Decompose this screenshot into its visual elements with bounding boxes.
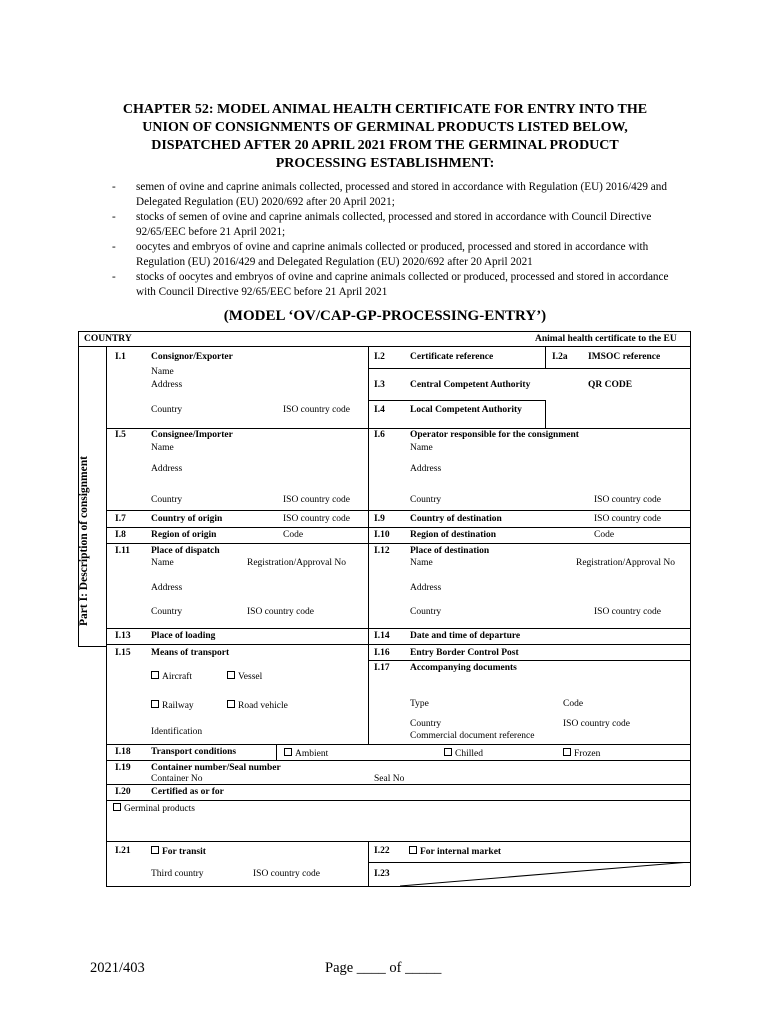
country-of-destination-label: Country of destination (410, 514, 502, 524)
address-label: Address (151, 380, 183, 390)
country-label: Country (410, 607, 442, 617)
regulation-reference: 2021/403 (90, 960, 145, 976)
field-number: I.11 (115, 546, 131, 556)
germinal-products-option[interactable]: Germinal products (113, 803, 195, 815)
strike-line (400, 862, 690, 886)
checkbox[interactable] (151, 671, 159, 679)
local-authority-label: Local Competent Authority (410, 405, 522, 415)
country-label: Country (151, 607, 183, 617)
central-authority-label: Central Competent Authority (410, 380, 531, 390)
chilled-option[interactable]: Chilled (444, 748, 483, 760)
field-number: I.9 (374, 514, 385, 524)
iso-label: ISO country code (283, 514, 351, 524)
field-number: I.15 (115, 648, 131, 658)
iso-label: ISO country code (253, 869, 321, 879)
region-of-destination-label: Region of destination (410, 530, 497, 540)
country-header: COUNTRY (84, 334, 132, 344)
internal-market-option[interactable]: For internal market (409, 846, 501, 858)
departure-label: Date and time of departure (410, 631, 521, 641)
code-label: Code (563, 699, 584, 709)
checkbox[interactable] (113, 803, 121, 811)
registration-label: Registration/Approval No (247, 558, 346, 568)
list-item: - oocytes and embryos of ovine and caprine animals collected or produced, processed and stored in accordance with Regulation (EU) 2016/429 and Delegated Regulation (EU) 2020/692 after 20 April 2021 (112, 240, 684, 269)
ambient-option[interactable]: Ambient (284, 748, 328, 760)
iso-label: ISO country code (563, 719, 631, 729)
field-number: I.5 (115, 430, 126, 440)
country-label: Country (151, 495, 183, 505)
type-label: Type (410, 699, 429, 709)
country-label: Country (410, 719, 442, 729)
container-no-label: Container No (151, 774, 203, 784)
iso-label: ISO country code (594, 514, 662, 524)
field-number: I.21 (115, 846, 131, 856)
checkbox[interactable] (563, 748, 571, 756)
field-number: I.18 (115, 747, 131, 757)
place-of-destination-label: Place of destination (410, 546, 490, 556)
name-label: Name (151, 367, 174, 377)
country-of-origin-label: Country of origin (151, 514, 223, 524)
field-number: I.2 (374, 352, 385, 362)
checkbox[interactable] (409, 846, 417, 854)
country-label: Country (410, 495, 442, 505)
list-item: - semen of ovine and caprine animals collected, processed and stored in accordance with Regulation (EU) 2016/429 and Delegated Regulation (EU) 2020/692 after 20 April 2021; (112, 180, 684, 209)
place-of-loading-label: Place of loading (151, 631, 216, 641)
field-number: I.16 (374, 648, 390, 658)
third-country-label: Third country (151, 869, 204, 879)
consignor-label: Consignor/Exporter (151, 352, 233, 362)
field-number: I.20 (115, 787, 131, 797)
checkbox[interactable] (284, 748, 292, 756)
entry-bcp-label: Entry Border Control Post (410, 648, 519, 658)
registration-label: Registration/Approval No (576, 558, 675, 568)
iso-label: ISO country code (247, 607, 315, 617)
checkbox[interactable] (227, 700, 235, 708)
iso-label: ISO country code (283, 495, 351, 505)
vessel-option[interactable]: Vessel (227, 671, 262, 683)
commercial-document-label: Commercial document reference (410, 731, 535, 741)
list-item: - stocks of oocytes and embryos of ovine and caprine animals collected or produced, processed and stored in accordance with Council Directive 92/65/EEC before 21 April 2021 (112, 270, 684, 299)
field-number: I.22 (374, 846, 390, 856)
checkbox[interactable] (227, 671, 235, 679)
code-label: Code (283, 530, 304, 540)
field-number: I.17 (374, 663, 390, 673)
field-number: I.12 (374, 546, 390, 556)
name-label: Name (410, 558, 433, 568)
for-transit-option[interactable]: For transit (151, 846, 206, 858)
field-number: I.7 (115, 514, 126, 524)
field-number: I.6 (374, 430, 385, 440)
code-label: Code (594, 530, 615, 540)
country-label: Country (151, 405, 183, 415)
checkbox[interactable] (444, 748, 452, 756)
field-number: I.19 (115, 763, 131, 773)
iso-label: ISO country code (594, 495, 662, 505)
page-number: Page ____ of _____ (325, 960, 442, 976)
field-number: I.13 (115, 631, 131, 641)
product-list (112, 180, 684, 300)
list-item: - stocks of semen of ovine and caprine animals collected, processed and stored in accordance with Council Directive 92/65/EEC before 21 April 2021; (112, 210, 684, 239)
place-of-dispatch-label: Place of dispatch (151, 546, 220, 556)
checkbox[interactable] (151, 700, 159, 708)
name-label: Name (151, 558, 174, 568)
field-number: I.4 (374, 405, 385, 415)
model-heading: (MODEL ‘OV/CAP-GP-PROCESSING-ENTRY’) (223, 308, 547, 324)
iso-label: ISO country code (283, 405, 351, 415)
address-label: Address (410, 583, 442, 593)
means-of-transport-label: Means of transport (151, 648, 230, 658)
identification-label: Identification (151, 727, 203, 737)
address-label: Address (151, 583, 183, 593)
railway-option[interactable]: Railway (151, 700, 194, 712)
iso-label: ISO country code (594, 607, 662, 617)
certificate-title: CHAPTER 52: MODEL ANIMAL HEALTH CERTIFICATE FOR ENTRY INTO THE UNION OF CONSIGNMENTS OF GERMINAL PRODUCTS LISTED BELOW, DISPATCHED AFTER 20 APRIL 2021 FROM THE GERMINAL PRODUCT PROCESSING ESTABLISHMENT: (122, 102, 648, 171)
accompanying-documents-label: Accompanying documents (410, 663, 517, 673)
frozen-option[interactable]: Frozen (563, 748, 600, 760)
field-number: I.10 (374, 530, 390, 540)
checkbox[interactable] (151, 846, 159, 854)
consignee-label: Consignee/Importer (151, 430, 233, 440)
address-label: Address (151, 464, 183, 474)
certified-for-label: Certified as or for (151, 787, 224, 797)
field-number: I.1 (115, 352, 126, 362)
operator-label: Operator responsible for the consignment (410, 430, 579, 440)
field-number: I.23 (374, 869, 390, 879)
name-label: Name (410, 443, 433, 453)
certificate-reference-label: Certificate reference (410, 352, 494, 362)
field-number: I.3 (374, 380, 385, 390)
field-number: I.2a (552, 352, 568, 362)
aircraft-option[interactable]: Aircraft (151, 671, 192, 683)
address-label: Address (410, 464, 442, 474)
qr-code-label: QR CODE (588, 380, 633, 390)
imsoc-label: IMSOC reference (588, 352, 661, 362)
container-label: Container number/Seal number (151, 763, 281, 773)
road-vehicle-option[interactable]: Road vehicle (227, 700, 288, 712)
seal-no-label: Seal No (374, 774, 405, 784)
certificate-type-header: Animal health certificate to the EU (535, 334, 677, 344)
field-number: I.14 (374, 631, 390, 641)
field-number: I.8 (115, 530, 126, 540)
name-label: Name (151, 443, 174, 453)
transport-conditions-label: Transport conditions (151, 747, 237, 757)
region-of-origin-label: Region of origin (151, 530, 217, 540)
